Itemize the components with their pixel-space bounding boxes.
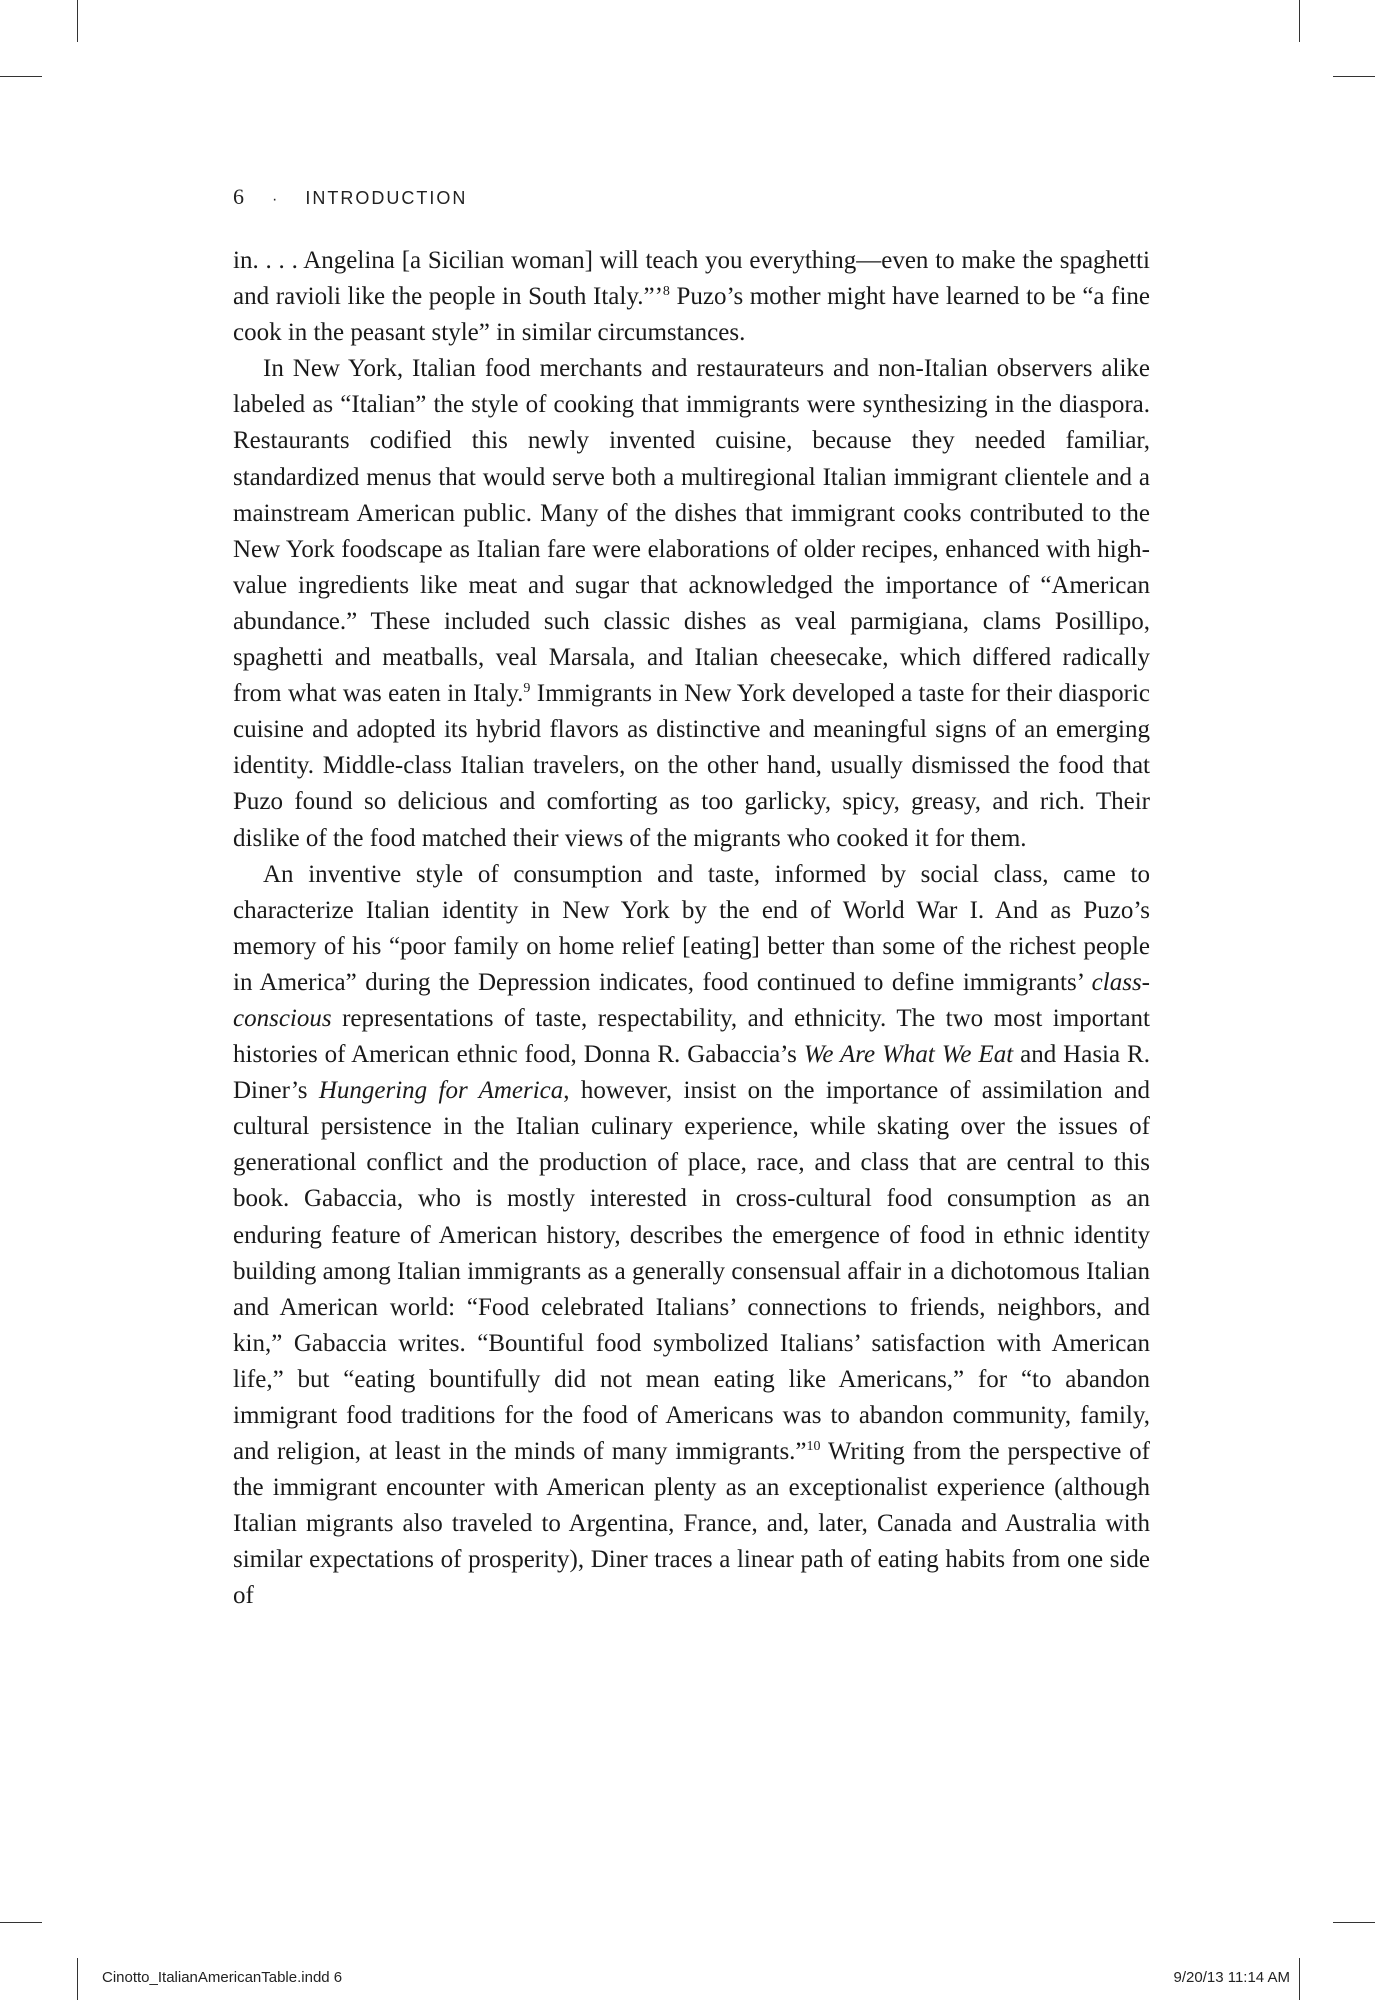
italic-book-title-diner: Hungering for America	[318, 1077, 564, 1105]
note-ref-9: 9	[523, 681, 531, 697]
paragraph-3-text-b: representations of taste, respectability, and ethnicity. The two most important histories of American ethnic food, Donna R. Gabaccia’s	[233, 1004, 1150, 1069]
slug-timestamp: 9/20/13 11:14 AM	[1173, 1969, 1290, 1986]
running-head	[233, 184, 467, 210]
paragraph-1	[233, 243, 1150, 351]
paragraph-3-text-e: Writing from the perspective of the immigrant encounter with American plenty as an exceptionalist experience (although Italian migrants also traveled to Argentina, France, and, later, Canada and Australia with similar expectations of prosperity), Diner traces a linear path of eating habits from one side of	[233, 1438, 1150, 1610]
body-text	[233, 243, 1150, 1615]
paragraph-3-text-d: , however, insist on the importance of assimilation and cultural persistence in the Italian culinary experience, while skating over the issues of generational conflict and the production of place, race, and class that are central to this book. Gabaccia, who is mostly interested in cross-cultural food consumption as an enduring feature of American history, describes the emergence of food in ethnic identity building among Italian immigrants as a generally consensual affair in a dichotomous Italian and American world: “Food celebrated Italians’ connections to friends, neighbors, and kin,” Gabaccia writes. “Bountiful food symbolized Italians’ satisfaction with American life,” but “eating bountifully did not mean eating like Americans,” for “to abandon immigrant food traditions for the food of Americans was to abandon community, family, and religion, at least in the minds of many immigrants.”	[233, 1077, 1150, 1466]
paragraph-3-text-a: An inventive style of consumption and taste, informed by social class, came to characterize Italian identity in New York by the end of World War I. And as Puzo’s memory of his “poor family on home relief [eating] better than some of the richest people in America” during the Depression indicates, food continued to define immigrants’	[233, 860, 1150, 996]
paragraph-3-text-c: and Hasia R. Diner’s	[233, 1041, 1150, 1105]
running-head-separator: ·	[272, 191, 280, 208]
paragraph-2-text-b: Immigrants in New York developed a taste for their diasporic cuisine and adopted its hybrid flavors as distinctive and meaningful signs of an emerging identity. Middle-class Italian travelers, on the other hand, usually dismissed the food that Puzo found so delicious and comforting as too garlicky, spicy, greasy, and rich. Their dislike of the food matched their views of the migrants who cooked it for them.	[233, 680, 1150, 852]
crop-mark-right-bottom	[1333, 1922, 1375, 1923]
paragraph-1-text-b: Puzo’s mother might have learned to be “a fine cook in the peasant style” in similar circumstances.	[233, 283, 1150, 347]
page-number: 6	[233, 184, 244, 209]
crop-mark-bottom-right	[1299, 1958, 1300, 2000]
paragraph-2	[233, 351, 1150, 856]
crop-mark-top-left	[77, 0, 78, 42]
slug-file-name: Cinotto_ItalianAmericanTable.indd 6	[102, 1969, 343, 1986]
paragraph-3	[233, 857, 1150, 1615]
crop-mark-top-right	[1299, 0, 1300, 42]
italic-class-conscious: class-conscious	[233, 968, 1150, 1032]
section-title: INTRODUCTION	[305, 188, 468, 208]
crop-mark-left-bottom	[0, 1922, 42, 1923]
note-ref-8: 8	[662, 284, 670, 300]
italic-book-title-gabaccia: We Are What We Eat	[803, 1041, 1014, 1069]
paragraph-2-text-a: In New York, Italian food merchants and restaurateurs and non-Italian observers alike labeled as “Italian” the style of cooking that immigrants were synthesizing in the diaspora. Restaurants codified this newly invented cuisine, because they needed familiar, standardized menus that would serve both a multiregional Italian immigrant clientele and a mainstream American public. Many of the dishes that immigrant cooks contributed to the New York foodscape as Italian fare were elaborations of older recipes, enhanced with high-value ingredients like meat and sugar that acknowledged the importance of “American abundance.” These included such classic dishes as veal parmigiana, clams Posillipo, spaghetti and meatballs, veal Marsala, and Italian cheesecake, which differed radically from what was eaten in Italy.	[233, 355, 1150, 708]
note-ref-10: 10	[806, 1439, 821, 1455]
crop-mark-bottom-left	[77, 1958, 78, 2000]
paragraph-1-text-a: in. . . . Angelina [a Sicilian woman] will teach you everything—even to make the spaghetti and ravioli like the people in South Italy.”’	[233, 247, 1150, 311]
crop-mark-right-top	[1333, 76, 1375, 77]
crop-mark-left-top	[0, 76, 42, 77]
